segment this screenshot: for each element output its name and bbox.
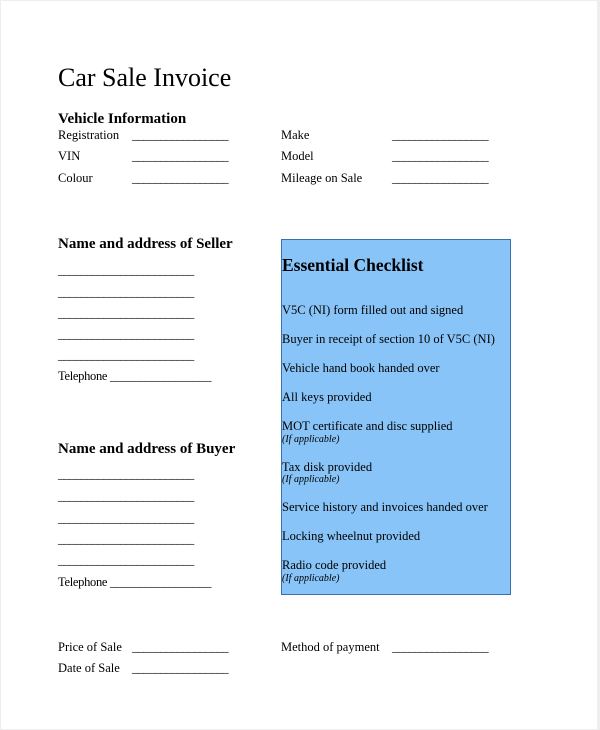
payment-method-label: Method of payment [281,640,380,654]
mileage-label: Mileage on Sale [281,171,363,185]
seller-heading: Name and address of Seller [58,236,233,252]
seller-address-line[interactable]: ________________________ [58,263,194,277]
make-label: Make [281,128,310,142]
model-field[interactable]: _________________ [392,149,489,163]
checklist-item-note: (If applicable) [282,573,340,584]
buyer-address-line[interactable]: ________________________ [58,553,194,567]
buyer-heading: Name and address of Buyer [58,441,236,457]
essential-checklist-box [281,239,511,595]
checklist-item-note: (If applicable) [282,434,340,445]
seller-address-line[interactable]: ________________________ [58,285,194,299]
buyer-telephone-field[interactable]: Telephone _________________ [58,575,212,589]
date-of-sale-label: Date of Sale [58,661,120,675]
seller-telephone-field[interactable]: Telephone _________________ [58,369,212,383]
checklist-item: Locking wheelnut provided [282,529,421,543]
checklist-item: Vehicle hand book handed over [282,361,440,375]
mileage-field[interactable]: _________________ [392,171,489,185]
checklist-item: All keys provided [282,390,372,404]
buyer-address-line[interactable]: ________________________ [58,532,194,546]
seller-address-line[interactable]: ________________________ [58,306,194,320]
registration-label: Registration [58,128,120,142]
seller-address-line[interactable]: ________________________ [58,348,194,362]
payment-method-field[interactable]: _________________ [392,640,489,654]
seller-address-line[interactable]: ________________________ [58,327,194,341]
buyer-address-line[interactable]: ________________________ [58,467,194,481]
checklist-item: V5C (NI) form filled out and signed [282,303,464,317]
model-label: Model [281,149,314,163]
colour-label: Colour [58,171,93,185]
registration-field[interactable]: _________________ [132,128,229,142]
vehicle-info-heading: Vehicle Information [58,111,187,127]
buyer-address-line[interactable]: ________________________ [58,489,194,503]
checklist-item: Service history and invoices handed over [282,500,488,514]
date-of-sale-field[interactable]: _________________ [132,661,229,675]
colour-field[interactable]: _________________ [132,171,229,185]
checklist-title: Essential Checklist [282,255,424,275]
checklist-item: Tax disk provided [282,460,373,474]
checklist-item: Buyer in receipt of section 10 of V5C (NI) [282,332,495,346]
invoice-page [1,1,597,729]
checklist-item-note: (If applicable) [282,474,340,485]
vin-field[interactable]: _________________ [132,149,229,163]
checklist-item: Radio code provided [282,558,387,572]
checklist-item: MOT certificate and disc supplied [282,419,453,433]
vin-label: VIN [58,149,81,163]
price-of-sale-label: Price of Sale [58,640,122,654]
make-field[interactable]: _________________ [392,128,489,142]
buyer-address-line[interactable]: ________________________ [58,511,194,525]
price-of-sale-field[interactable]: _________________ [132,640,229,654]
page-title: Car Sale Invoice [58,63,232,92]
